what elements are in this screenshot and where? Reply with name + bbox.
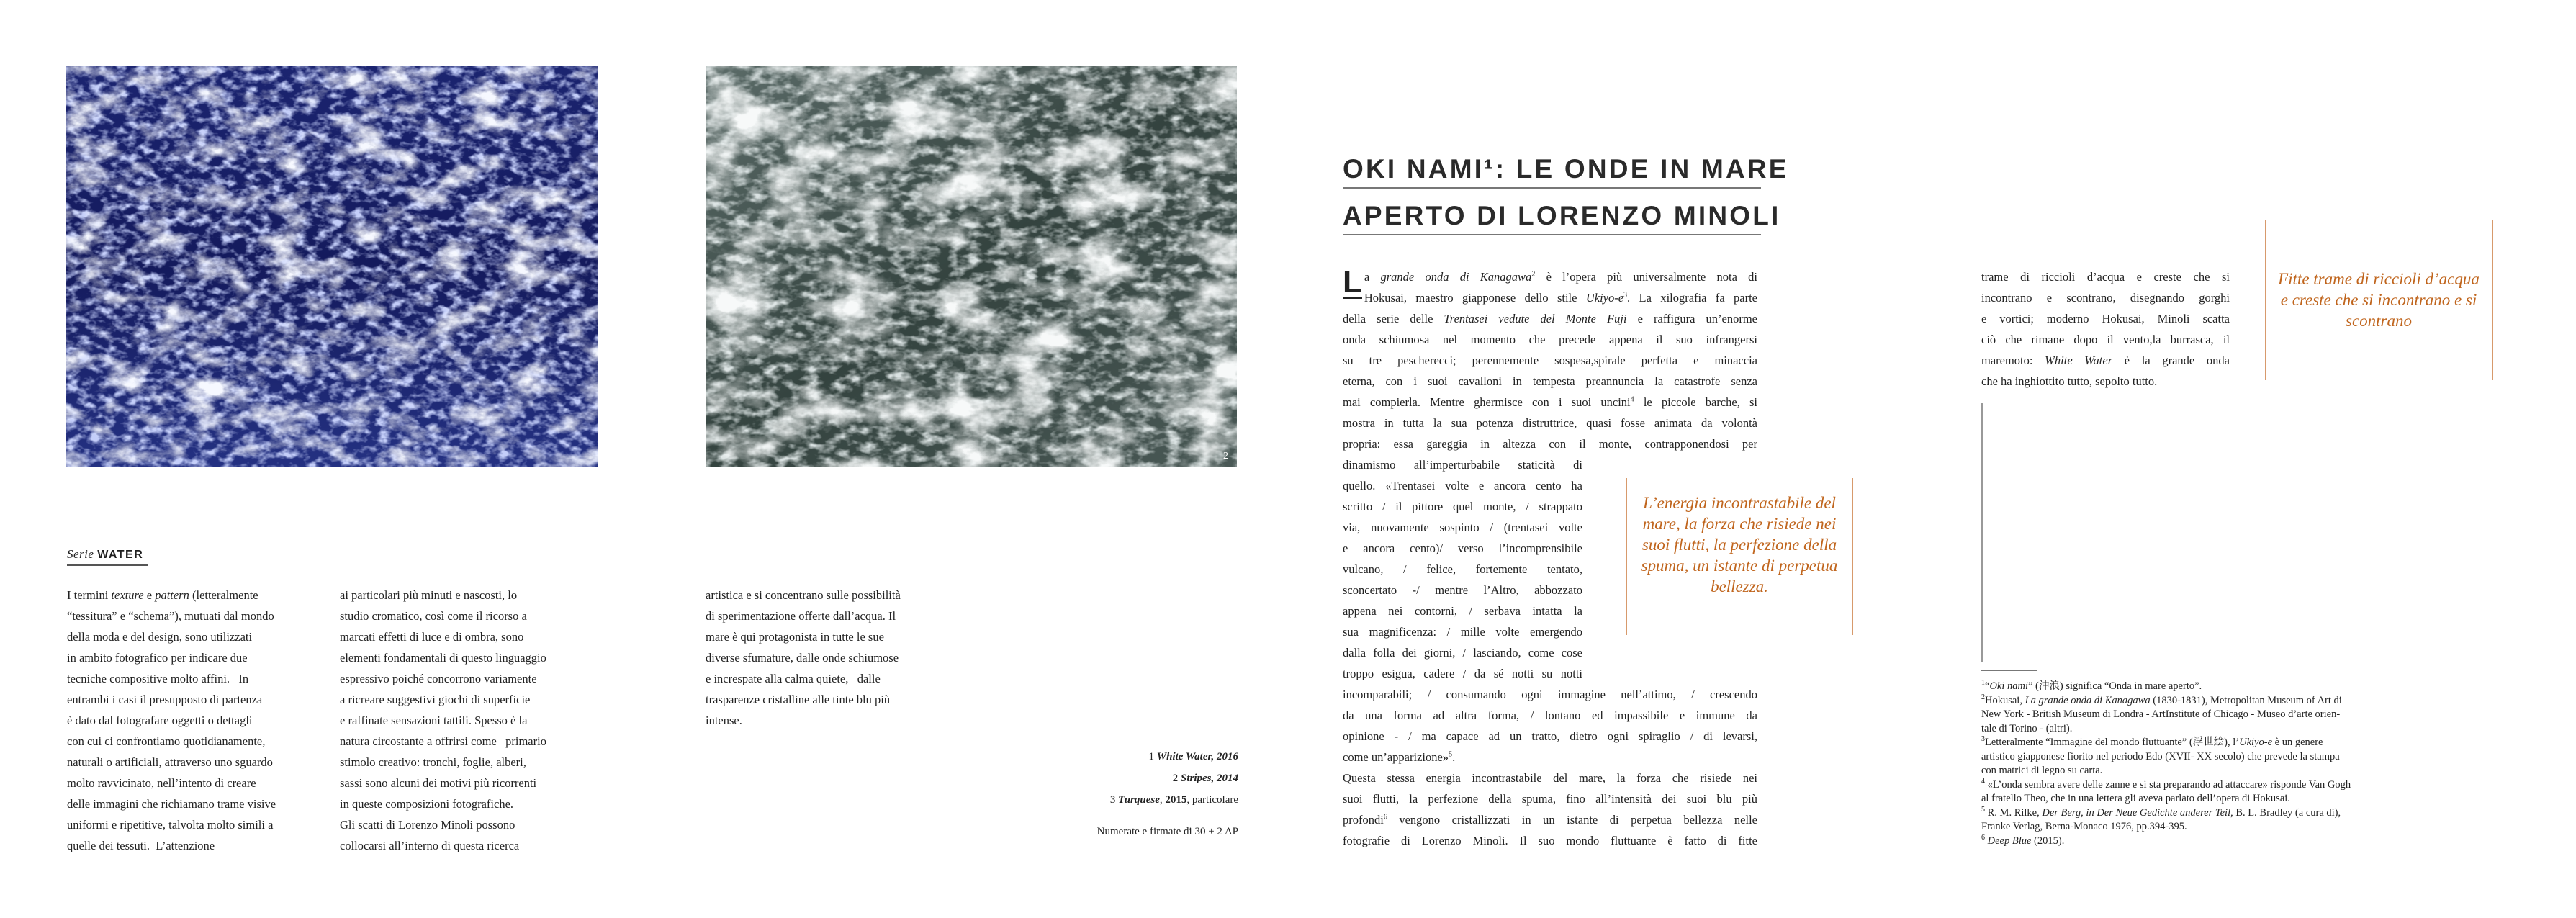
article-line: opinione - / ma capace ad un tratto, dietro ogni spiraglio / di levarsi,: [1343, 729, 1757, 743]
article-line: troppo esigua, cadere / da sé notti su notti: [1343, 667, 1582, 680]
title-underline-1: [1343, 187, 1761, 189]
footnote-line: con matrici di legno su carta.: [1981, 765, 2103, 776]
article-title-line-2: APERTO DI LORENZO MINOLI: [1343, 201, 1781, 230]
body-line: trasparenze cristalline alle tinte blu più: [706, 693, 891, 706]
article-line: da una forma ad altra forma, / lontano ed impassibile e immune da: [1343, 708, 1757, 722]
body-line: “tessitura” e “schema”), mutuati dal mondo: [67, 609, 274, 623]
image-number: 2: [1223, 451, 1228, 462]
article-line: dalla folla dei giorni, / lasciando, come cose: [1343, 646, 1582, 660]
article-line: incomparabili; / consumando ogni immagine nell’attimo, / crescendo: [1343, 688, 1757, 701]
photo-white-water: [66, 66, 598, 467]
article-body-bottom: [1343, 684, 1757, 851]
article-right-column: [1981, 266, 2230, 392]
body-line: diverse sfumature, dalle onde schiumose: [706, 651, 899, 665]
article-line: ciò che rimane dopo il vento,la burrasca, il: [1981, 333, 2230, 346]
pull-quote-energy: L’energia incontrastabile del mare, la forza che risiede nei suoi flutti, la perfezione della spuma, un istante di perpetua bellezza.: [1641, 494, 1838, 595]
caption-line: 1 White Water, 2016: [1148, 751, 1238, 762]
article-title-line-1: OKI NAMI¹: LE ONDE IN MARE: [1343, 154, 1789, 184]
caption-line: Numerate e firmate di 30 + 2 AP: [1096, 826, 1238, 837]
body-line: tecniche compositive molto affini. In: [67, 672, 249, 685]
photo-stripes: [706, 66, 1237, 467]
body-line: naturali o artificiali, attraverso uno sguardo: [67, 755, 273, 769]
article-line: scritto / il pittore quel monte, / strappato: [1343, 500, 1582, 513]
column-divider: [1981, 403, 1983, 662]
footnote-line: New York - British Museum di Londra - ArtInstitute of Chicago - Museo d’arte orien-: [1981, 708, 2341, 720]
body-column-2: [340, 585, 606, 856]
body-line: sassi sono alcuni dei motivi più ricorrenti: [340, 776, 537, 790]
body-line: collocarsi all’interno di questa ricerca: [340, 839, 520, 852]
article-body-top: [1343, 266, 1757, 454]
article-line: maremoto: White Water è la grande onda: [1981, 354, 2230, 367]
article-line: appena nei contorni, / serbava intatta la: [1343, 604, 1582, 618]
footnote-line: $^6$ Deep Blue (2015).: [1981, 833, 2065, 847]
series-underline: [67, 564, 148, 566]
article-line: sconcertato -/ mentre l’Altro, abbozzato: [1343, 583, 1582, 597]
body-line: natura circostante a offrirsi come primario: [340, 734, 546, 748]
body-line: Gli scatti di Lorenzo Minoli possono: [340, 818, 515, 832]
article-line: sua magnificenza: / mille volte emergendo: [1343, 625, 1582, 639]
article-line: della serie delle Trentasei vedute del Monte Fuji e raffigura un’enorme: [1343, 312, 1757, 325]
footnote-line: artistico giapponese fiorito nel periodo Edo (XVII- XX secolo) che prevede la stampa: [1981, 750, 2340, 762]
body-line: espressivo poiché concorrono variamente: [340, 672, 537, 685]
body-line: quelle dei tessuti. L’attenzione: [67, 839, 215, 852]
pullquote-rule-left: [1626, 478, 1627, 635]
article-line: come un’apparizione»$^5$.: [1343, 750, 1456, 764]
article-line: Hokusai, maestro giapponese dello stile Ukiyo-$e^3$. La xilografia fa parte: [1364, 291, 1757, 305]
footnote-line: al fratello Theo, che in una lettera gli aveva parlato dell’opera di Hokusai.: [1981, 793, 2290, 804]
article-line: eterna, con i suoi cavalloni in tempesta preannuncia la catastrofe senza: [1343, 374, 1757, 388]
body-column-1: [67, 585, 333, 856]
article-line: suoi flutti, la perfezione della spuma, fino all’intensità dei suoi blu più: [1343, 792, 1757, 806]
body-line: artistica e si concentrano sulle possibilità: [706, 588, 901, 602]
article-line: propria: essa gareggia in altezza con il monte, contrapponendosi per: [1343, 437, 1757, 451]
article-line: onda schiumosa nel momento che precede appena il suo infrangersi: [1343, 333, 1757, 346]
footnote-line: $^1$“Oki nami” (沖浪) significa “Onda in mare aperto”.: [1981, 679, 2202, 692]
body-line: delle immagini che richiamano trame visive: [67, 797, 276, 811]
article-line: profondi$^6$ vengono cristallizzati in un istante di perpetua bellezza nelle: [1343, 813, 1757, 827]
body-line: in ambito fotografico per indicare due: [67, 651, 248, 665]
footnotes: [1981, 680, 2384, 848]
body-line: a ricreare suggestivi giochi di superficie: [340, 693, 531, 706]
footnote-rule: [1981, 670, 2037, 671]
footnote-line: $^3$Letteralmente “Immagine del mondo fluttuante” (浮世絵), l’Ukiyo-e è un genere: [1981, 735, 2323, 748]
body-line: con cui ci confrontiamo quotidianamente,: [67, 734, 266, 748]
body-line: intense.: [706, 714, 742, 727]
caption-line: 3 Turquese, 2015, particolare: [1109, 794, 1238, 806]
pull-quote-trame: Fitte trame di riccioli d’acqua e creste che si incontrano e si scontrano: [2278, 270, 2480, 330]
article-line: incontrano e scontrano, disegnando gorghi: [1981, 291, 2230, 305]
body-line: marcati effetti di luce e di ombra, sono: [340, 630, 524, 644]
article-line: trame di riccioli d’acqua e creste che si: [1981, 270, 2230, 284]
body-column-3: [706, 585, 972, 731]
body-line: è dato dal fotografare oggetti o dettagli: [67, 714, 253, 727]
body-line: di sperimentazione offerte dall’acqua. Il: [706, 609, 896, 623]
body-line: entrambi i casi il presupposto di partenza: [67, 693, 263, 706]
body-line: stimolo creativo: tronchi, foglie, alberi,: [340, 755, 526, 769]
body-line: elementi fondamentali di questo linguaggio: [340, 651, 546, 665]
footnote-line: Franke Verlag, Berna-Monaco 1976, pp.394-395.: [1981, 821, 2187, 832]
article-body-narrow: [1343, 454, 1582, 684]
title-underline-2: [1343, 234, 1761, 235]
wave-image-blue: [66, 66, 598, 467]
body-line: uniformi e ripetitive, talvolta molto simili a: [67, 818, 274, 832]
body-line: molto ravvicinato, nell’intento di creare: [67, 776, 256, 790]
body-line: della moda e del design, sono utilizzati: [67, 630, 253, 644]
footnote-line: $^2$Hokusai, La grande onda di Kanagawa (1830-1831), Metropolitan Museum of Art di: [1981, 693, 2342, 706]
footnote-line: $^4$ «L’onda sembra avere delle zanne e si sta preparando ad attaccare» risponde Van Gogh: [1981, 777, 2351, 791]
body-line: studio cromatico, così come il ricorso a: [340, 609, 527, 623]
article-line: vulcano, / felice, fortemente tentato,: [1343, 562, 1582, 576]
article-line: e vortici; moderno Hokusai, Minoli scatta: [1981, 312, 2230, 325]
series-prefix: Serie: [67, 547, 94, 561]
footnote-line: $^5$ R. M. Rilke, Der Berg, in Der Neue Gedichte anderer Teil, B. L. Bradley (a cura di),: [1981, 805, 2341, 819]
pullquote-rule-right: [1852, 478, 1853, 635]
article-line: Questa stessa energia incontrastabile del mare, la forza che risiede nei: [1343, 771, 1757, 785]
body-line: e raffinate sensazioni tattili. Spesso è la: [340, 714, 528, 727]
series-name: WATER: [97, 549, 144, 561]
article-line: a grande onda di Kanagawa$^2$ è l’opera più universalmente nota di: [1364, 270, 1758, 284]
body-line: in queste composizioni fotografiche.: [340, 797, 514, 811]
body-line: ai particolari più minuti e nascosti, lo: [340, 588, 518, 602]
article-line: dinamismo all’imperturbabile staticità di: [1343, 458, 1582, 472]
article-line: mostra in tutta la sua potenza distruttrice, quasi fosse animata da volontà: [1343, 416, 1757, 430]
article-line: via, nuovamente sospinto / (trentasei volte: [1343, 521, 1582, 534]
pullquote2-rule-left: [2265, 220, 2266, 380]
article-line: che ha inghiottito tutto, sepolto tutto.: [1981, 374, 2158, 388]
body-line: I termini texture e pattern (letteralmente: [67, 588, 258, 602]
article-line: mai compierla. Mentre ghermisce con i suoi uncini$^4$ le piccole barche, si: [1343, 395, 1757, 409]
drop-cap: L: [1343, 264, 1362, 300]
article-line: e ancora cento)/ verso l’incomprensibile: [1343, 541, 1582, 555]
article-line: fotografie di Lorenzo Minoli. Il suo mondo fluttuante è fatto di fitte: [1343, 834, 1757, 847]
series-heading: [67, 547, 143, 562]
footnote-line: tale di Torino - (altri).: [1981, 722, 2073, 734]
body-line: e increspate alla calma quiete, dalle: [706, 672, 881, 685]
caption-line: 2 Stripes, 2014: [1172, 773, 1238, 784]
body-line: mare è qui protagonista in tutte le sue: [706, 630, 884, 644]
wave-image-grey: [706, 66, 1237, 467]
article-line: su tre pescherecci; perennemente sospesa,spirale perfetta e minaccia: [1343, 354, 1757, 367]
pullquote2-rule-right: [2492, 220, 2493, 380]
article-line: quello. «Trentasei volte e ancora cento ha: [1343, 479, 1582, 492]
image-captions: [936, 746, 1238, 842]
